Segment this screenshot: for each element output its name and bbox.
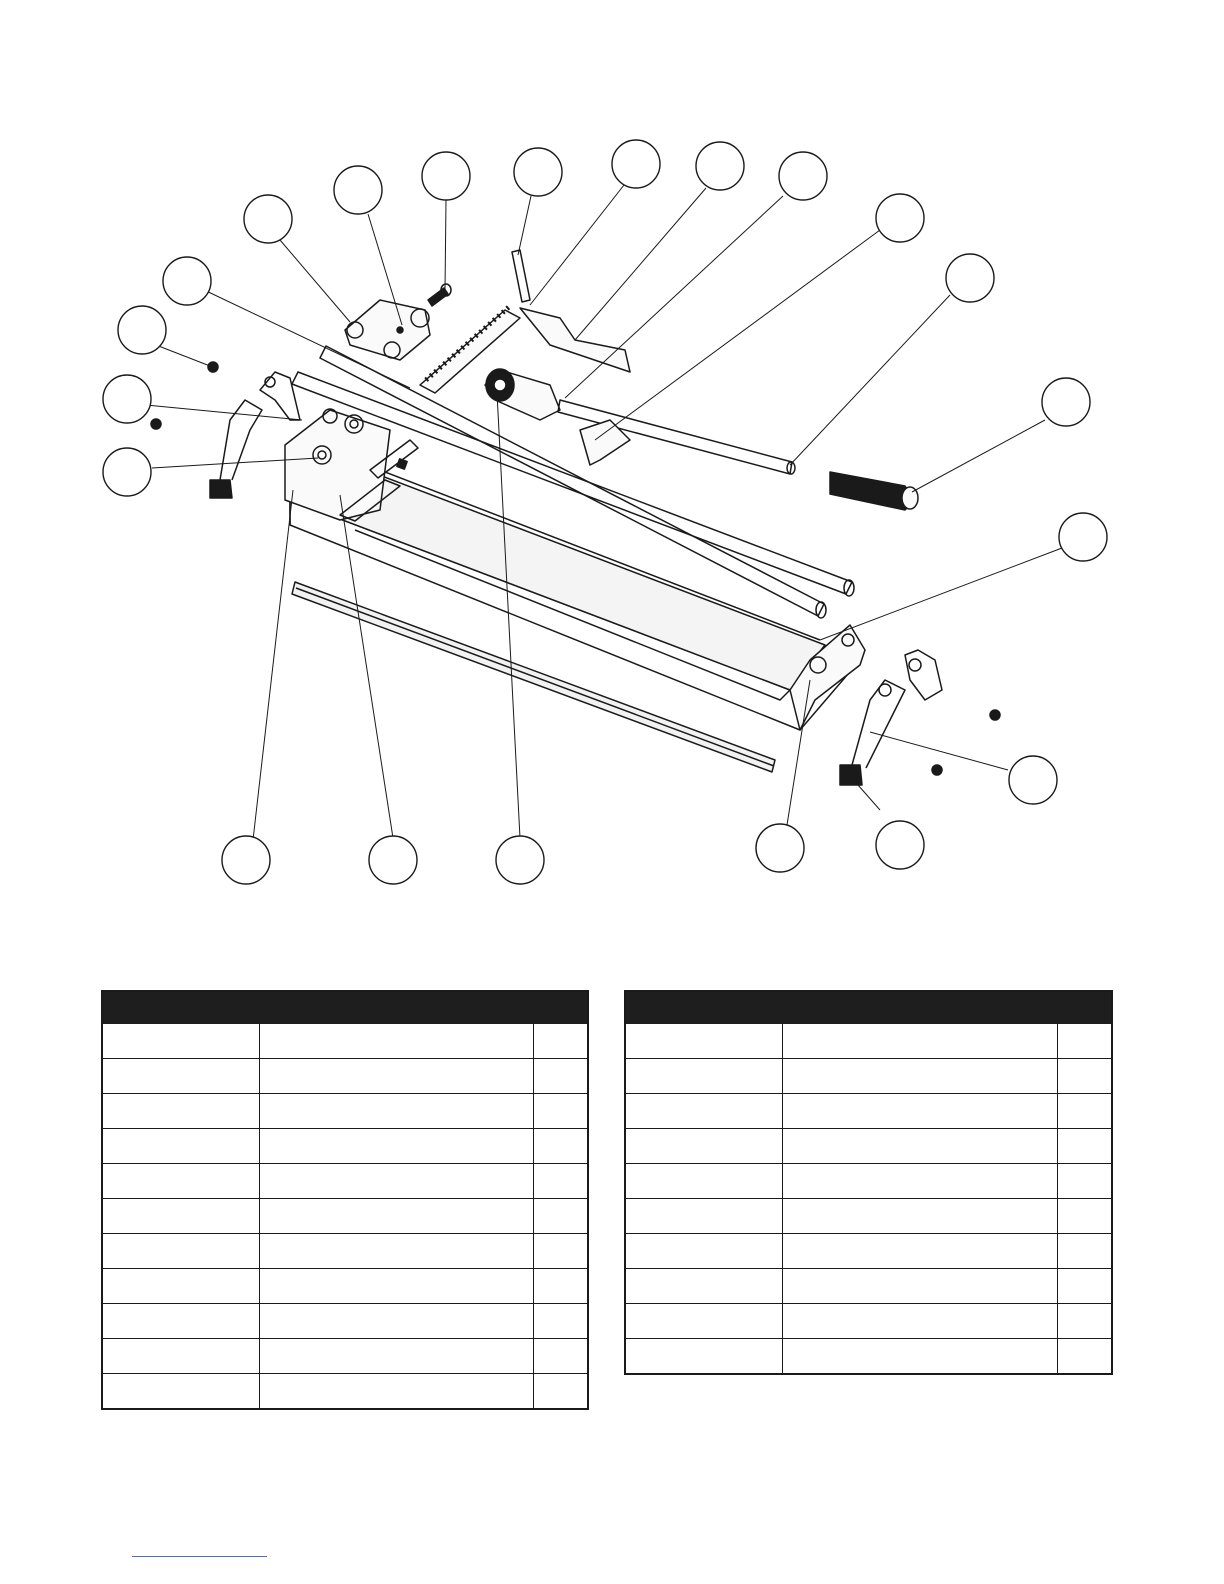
right-foot [840, 650, 942, 785]
table-row [102, 1339, 588, 1374]
table-row [102, 1374, 588, 1410]
table-row [102, 1024, 588, 1059]
callout-circle [514, 148, 562, 196]
table-row [625, 1164, 1112, 1199]
callout-circle [244, 195, 292, 243]
bolt [428, 284, 451, 306]
table-row [625, 1304, 1112, 1339]
callout-circle [334, 166, 382, 214]
screw-left-upper [208, 362, 218, 372]
parts-table-right [624, 990, 1113, 1375]
callout-circle [103, 375, 151, 423]
callout-circle [496, 836, 544, 884]
screw-left-lower [151, 419, 161, 429]
table-row [625, 1269, 1112, 1304]
callout-circle [163, 257, 211, 305]
callout-circle [696, 142, 744, 190]
footer-link-underline [132, 1556, 267, 1557]
breaker-plate [580, 420, 630, 465]
callout-circle [103, 448, 151, 496]
table-row [102, 1059, 588, 1094]
parts-table-left [101, 990, 589, 1410]
callout-circle [946, 254, 994, 302]
carriage [485, 369, 560, 420]
table-row [102, 1094, 588, 1129]
table-row [625, 1024, 1112, 1059]
table-row [625, 1199, 1112, 1234]
callout-circle [876, 194, 924, 242]
left-end-bracket [285, 409, 390, 520]
table-header [102, 991, 588, 1024]
handle-bracket [345, 300, 430, 360]
table-row [625, 1234, 1112, 1269]
screw-right-upper [990, 710, 1000, 720]
table-row [625, 1094, 1112, 1129]
table-row [625, 1059, 1112, 1094]
table-row [625, 1339, 1112, 1375]
callout-circle [612, 140, 660, 188]
callout-circle [1059, 513, 1107, 561]
table-row [102, 1304, 588, 1339]
callout-circle [1042, 378, 1090, 426]
table-row [102, 1164, 588, 1199]
callout-circle [876, 821, 924, 869]
callout-circle [222, 836, 270, 884]
table-row [102, 1199, 588, 1234]
callout-circle [779, 152, 827, 200]
callout-circle [118, 306, 166, 354]
lever-pin [512, 250, 530, 302]
callout-circle [422, 152, 470, 200]
table-header [625, 991, 1112, 1024]
callout-circle [1009, 756, 1057, 804]
handle-grip [830, 472, 918, 510]
leader-lines [146, 185, 1062, 840]
table-row [102, 1269, 588, 1304]
screw-right-lower [932, 765, 942, 775]
table-row [625, 1129, 1112, 1164]
table-row [102, 1129, 588, 1164]
callout-circle [756, 824, 804, 872]
table-row [102, 1234, 588, 1269]
callout-circle [369, 836, 417, 884]
